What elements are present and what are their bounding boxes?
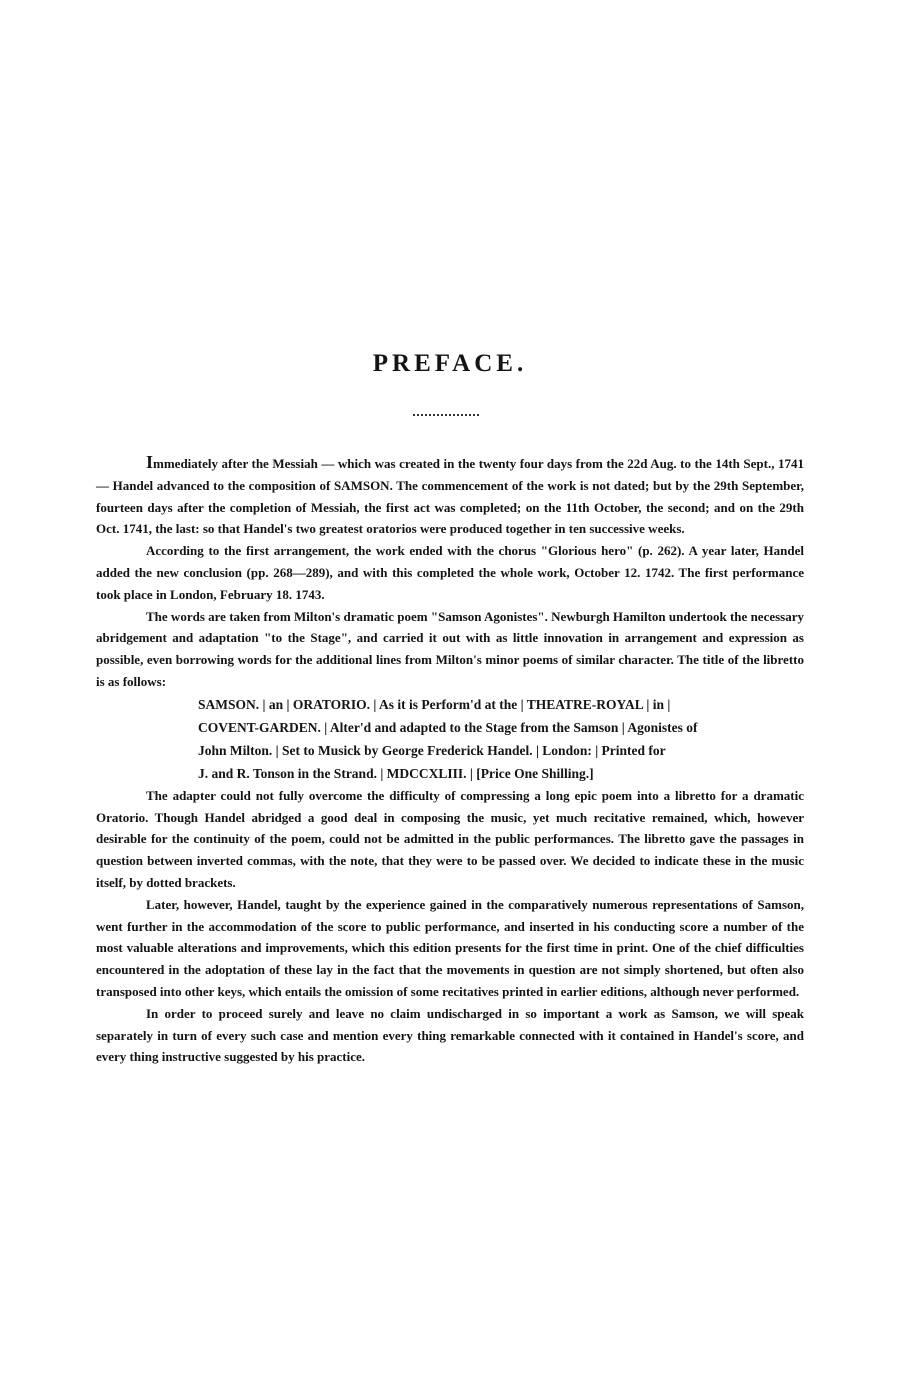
paragraph-1-text: mmediately after the Messiah — which was created in the twenty four days from the 22d Aug. to the 14th Sept., 1741 — Handel advanced to the composition of SAMSON. The commencement of the work is not dated; but by the 29th September, fourteen days after the completion of Messiah, the first act was completed; on the 11th October, the second; and on the 29th Oct. 1741, the last: so that Handel's two greatest oratorios were produced together in ten successive weeks. (96, 456, 804, 537)
paragraph-3: The words are taken from Milton's dramatic poem "Samson Agonistes". Newburgh Hamilton undertook the necessary abridgement and adaptation "to the Stage", and carried it out with as little innovation in arrangement and expression as possible, even borrowing words for the additional lines from Milton's minor poems of similar character. The title of the libretto is as follows: (96, 608, 804, 689)
libretto-line-4: J. and R. Tonson in the Strand. | MDCCXLIII. | [Price One Shilling.] (198, 765, 594, 781)
paragraph-2: According to the first arrangement, the work ended with the chorus "Glorious hero" (p. 262). A year later, Handel added the new conclusion (pp. 268—289), and with this completed the whole work, October 12. 1742. The first performance took place in London, February 18. 1743. (96, 543, 804, 602)
libretto-line-3: John Milton. | Set to Musick by George Frederick Handel. | London: | Printed for (198, 742, 666, 758)
page-title: PREFACE. (372, 350, 528, 377)
paragraph-6: In order to proceed surely and leave no claim undischarged in so important a work as Samson, we will speak separately in turn of every such case and mention every thing remarkable connected with it contained in Handel's score, and every thing instructive suggested by his practice. (96, 1005, 804, 1065)
paragraph-4: The adapter could not fully overcome the difficulty of compressing a long epic poem into a libretto for a dramatic Oratorio. Though Handel abridged a good deal in composing the music, yet much recitative remained, which, however desirable for the continuity of the poem, could not be admitted in the public performances. The libretto gave the passages in question between inverted commas, with the note, that they were to be passed over. We decided to indicate these in the music itself, by dotted brackets. (96, 787, 804, 890)
paragraph-1 (96, 452, 804, 540)
title-divider (413, 414, 479, 416)
libretto-line-2: COVENT-GARDEN. | Alter'd and adapted to the Stage from the Samson | Agonistes of (198, 719, 698, 735)
paragraph-5: Later, however, Handel, taught by the experience gained in the comparatively numerous representations of Samson, went further in the accommodation of the score to public performance, and inserted in his conducting score a number of the most valuable alterations and improvements, which this edition presents for the first time in print. One of the chief difficulties encountered in the adoptation of these lay in the fact that the movements in question are not simply shortened, but often also transposed into other keys, which entails the omission of some recitatives printed in earlier editions, although never performed. (96, 896, 804, 999)
preface-body (96, 452, 804, 1068)
libretto-line-1: SAMSON. | an | ORATORIO. | As it is Perform'd at the | THEATRE-ROYAL | in | (198, 696, 671, 712)
drop-cap: I (146, 452, 154, 472)
libretto-title-block (198, 693, 804, 785)
